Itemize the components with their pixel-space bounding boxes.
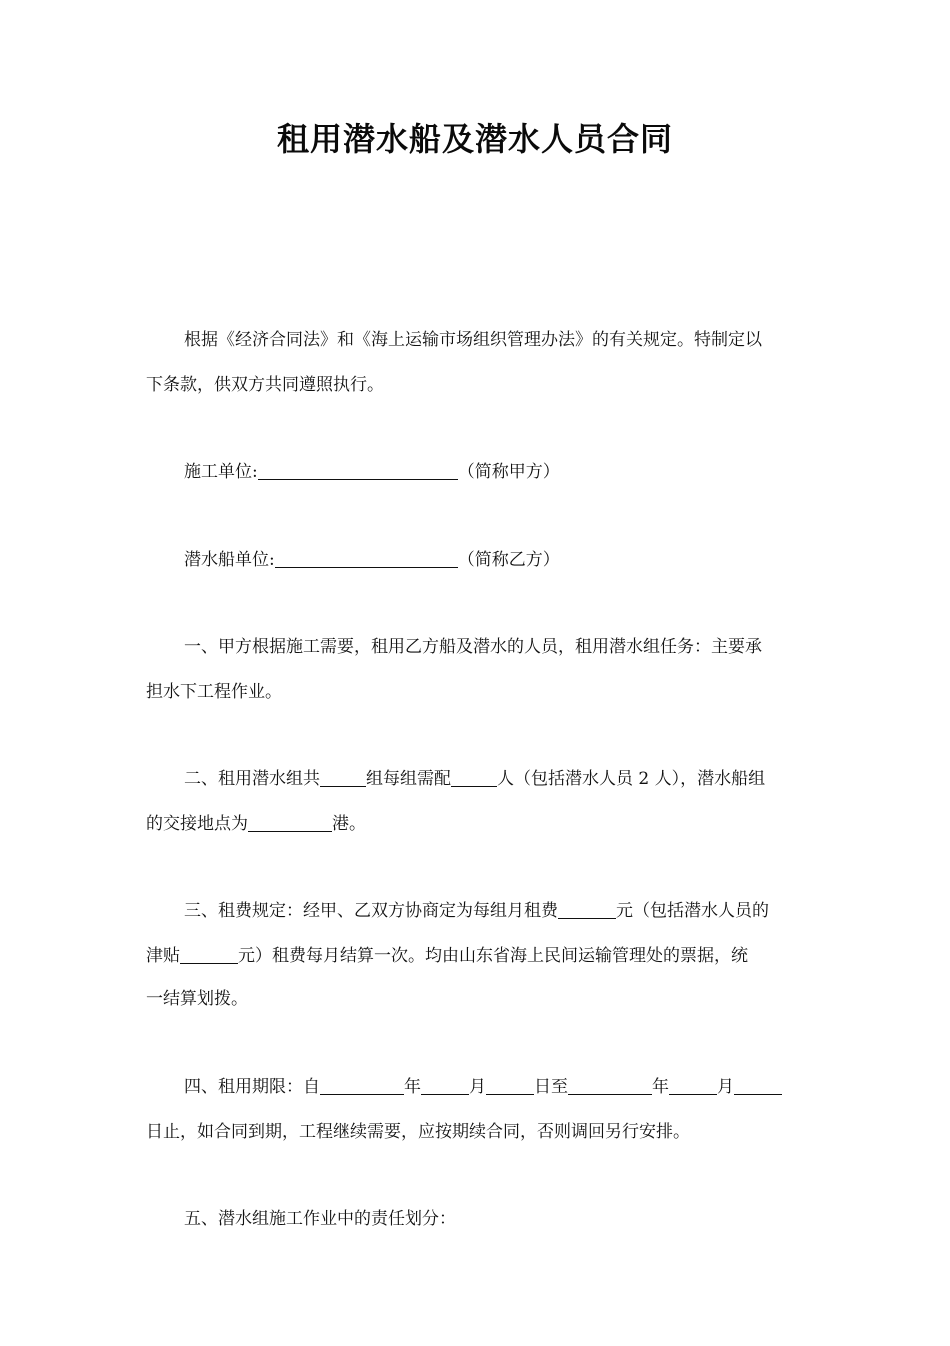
party-a-blank[interactable] — [258, 461, 458, 480]
party-b-label: 潜水船单位: — [184, 550, 275, 570]
clause-3-text-1: 三、租费规定：经甲、乙双方协商定为每组月租费 — [184, 901, 558, 921]
party-b-line — [184, 548, 560, 572]
intro-line-2: 下条款，供双方共同遵照执行。 — [146, 375, 384, 395]
people-per-group-blank[interactable] — [451, 768, 497, 787]
handover-port-blank[interactable] — [248, 813, 332, 832]
clause-3-text-2: 元（包括潜水人员的 — [616, 901, 769, 921]
clause-2-text-3: 人（包括潜水人员 2 人），潜水船组 — [497, 769, 766, 789]
clause-2-text-4: 的交接地点为 — [146, 814, 248, 834]
start-year-blank[interactable] — [320, 1076, 404, 1095]
clause-5-line-1: 五、潜水组施工作业中的责任划分： — [184, 1209, 456, 1229]
clause-4-text-5: 年 — [652, 1077, 669, 1097]
end-year-blank[interactable] — [568, 1076, 652, 1095]
clause-3-text-3: 津贴 — [146, 946, 180, 966]
party-b-blank[interactable] — [275, 549, 458, 568]
party-a-label: 施工单位: — [184, 462, 258, 482]
start-month-blank[interactable] — [421, 1076, 469, 1095]
clause-4-line-2: 日止，如合同到期，工程继续需要，应按期续合同，否则调回另行安排。 — [146, 1122, 690, 1142]
clause-4-text-3: 月 — [469, 1077, 486, 1097]
page-title: 租用潜水船及潜水人员合同 — [276, 120, 673, 158]
clause-4-text-6: 月 — [717, 1077, 734, 1097]
clause-3-text-4: 元）租费每月结算一次。均由山东省海上民间运输管理处的票据，统 — [238, 946, 748, 966]
clause-1-line-1: 一、甲方根据施工需要，租用乙方船及潜水的人员，租用潜水组任务：主要承 — [184, 637, 762, 657]
allowance-blank[interactable] — [180, 945, 238, 964]
end-month-blank[interactable] — [669, 1076, 717, 1095]
party-a-suffix: （简称甲方） — [457, 462, 560, 482]
clause-3-line-2 — [146, 944, 748, 968]
clause-3-line-1 — [184, 899, 769, 923]
clause-3-line-3: 一结算划拨。 — [146, 989, 248, 1009]
start-day-blank[interactable] — [486, 1076, 534, 1095]
intro-line-1: 根据《经济合同法》和《海上运输市场组织管理办法》的有关规定。特制定以 — [184, 330, 762, 350]
clause-4-text-2: 年 — [404, 1077, 421, 1097]
monthly-fee-blank[interactable] — [558, 900, 616, 919]
clause-2-text-5: 港。 — [332, 814, 366, 834]
party-a-line — [184, 460, 560, 484]
clause-4-text-4: 日至 — [534, 1077, 568, 1097]
end-day-blank[interactable] — [734, 1076, 782, 1095]
clause-2-line-1 — [184, 767, 765, 791]
clause-1-line-2: 担水下工程作业。 — [146, 682, 282, 702]
clause-2-text-2: 组每组需配 — [366, 769, 451, 789]
party-b-suffix: （简称乙方） — [457, 550, 560, 570]
clause-4-line-1 — [184, 1075, 782, 1099]
group-count-blank[interactable] — [320, 768, 366, 787]
clause-2-line-2 — [146, 812, 366, 836]
clause-4-text-1: 四、租用期限：自 — [184, 1077, 320, 1097]
clause-2-text-1: 二、租用潜水组共 — [184, 769, 320, 789]
